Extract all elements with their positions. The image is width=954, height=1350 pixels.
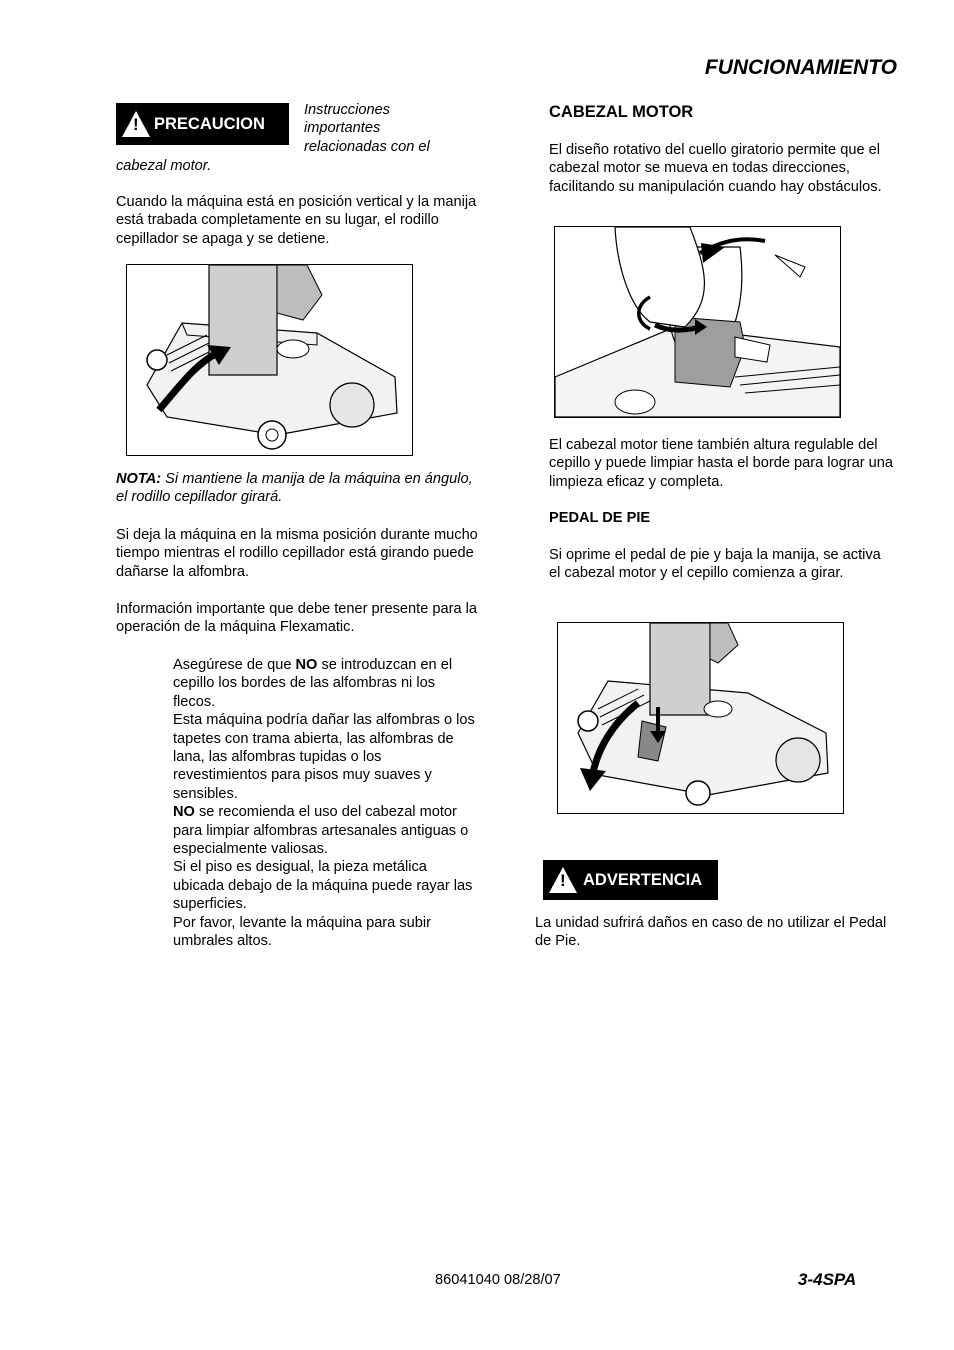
bullet-list: [116, 656, 478, 951]
list-item: Si el piso es desigual, la pieza metálica ubicada debajo de la máquina puede rayar las superficies.: [173, 859, 473, 913]
caution-label: PRECAUCION: [154, 114, 265, 133]
page-title: FUNCIONAMIENTO: [704, 56, 897, 79]
paragraph-upright-position: Cuando la máquina está en posición vertical y la manija está trabada completamente en su lugar, el rodillo cepillador se apaga y se detiene.: [116, 194, 477, 247]
warning-triangle-icon: !: [549, 867, 577, 893]
section-title-cabezal-motor: CABEZAL MOTOR: [549, 103, 694, 121]
list-item: Por favor, levante la máquina para subir umbrales altos.: [173, 914, 431, 950]
warning-text: La unidad sufrirá daños en caso de no utilizar el Pedal de Pie.: [535, 915, 887, 950]
document-code: 86041040 08/28/07: [435, 1272, 561, 1288]
paragraph-carpet-damage: Si deja la máquina en la misma posición durante mucho tiempo mientras el rodillo cepillador está girando puede dañarse la alfombra.: [116, 527, 478, 580]
caution-note-tail: cabezal motor.: [116, 158, 212, 174]
warning-badge: [543, 860, 718, 900]
figure-upright-handle: [126, 264, 413, 456]
figure-swivel-neck: [554, 226, 841, 418]
caution-note: Instrucciones importantes relacionadas con el: [304, 102, 430, 155]
warning-triangle-icon: !: [122, 111, 150, 137]
list-item: NO se recomienda el uso del cabezal motor para limpiar alfombras artesanales antiguas o especialmente valiosas.: [173, 804, 469, 858]
paragraph-swivel-neck: El diseño rotativo del cuello giratorio permite que el cabezal motor se mueva en todas direcciones, facilitando su manipulación cuando hay obstáculos.: [549, 142, 882, 195]
list-item: Esta máquina podría dañar las alfombras o los tapetes con trama abierta, las alfombras de lana, las alfombras tupidas o los revestimientos para pisos muy suaves y sensibles.: [173, 712, 475, 802]
warning-label: ADVERTENCIA: [583, 870, 703, 889]
paragraph-important-info: Información importante que debe tener presente para la operación de la máquina Flexamatic.: [116, 601, 478, 636]
caution-badge: [116, 103, 289, 145]
paragraph-brush-height: El cabezal motor tiene también altura regulable del cepillo y puede limpiar hasta el borde para lograr una limpieza eficaz y completa.: [549, 437, 893, 490]
subsection-title-pedal: PEDAL DE PIE: [549, 510, 651, 526]
note: [116, 470, 488, 507]
list-item: Asegúrese de que NO se introduzcan en el cepillo los bordes de las alfombras ni los flecos.: [173, 657, 453, 710]
paragraph-foot-pedal: Si oprime el pedal de pie y baja la manija, se activa el cabezal motor y el cepillo comienza a girar.: [549, 547, 881, 582]
page-number: 3-4SPA: [798, 1270, 857, 1289]
note-text: Si mantiene la manija de la máquina en ángulo, el rodillo cepillador girará.: [116, 471, 473, 506]
note-label: NOTA:: [116, 471, 162, 487]
figure-foot-pedal: [557, 622, 844, 814]
